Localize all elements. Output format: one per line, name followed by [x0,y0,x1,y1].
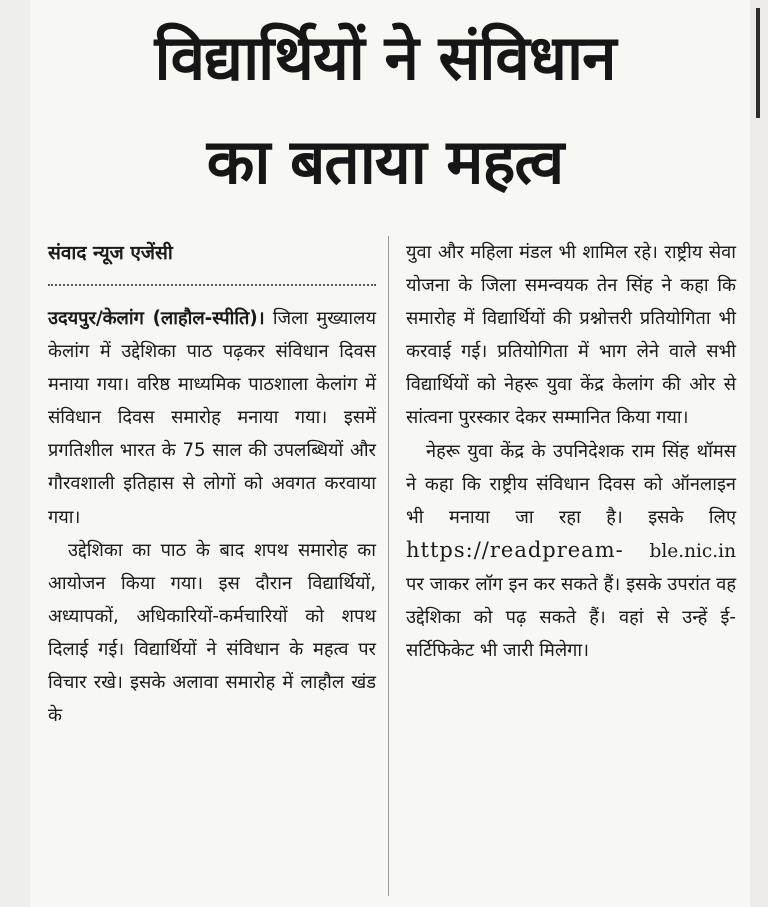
dateline: उदयपुर/केलांग (लाहौल-स्पीति)। [48,308,265,329]
paragraph [48,302,376,534]
byline-divider [48,284,376,286]
headline-line-1: विद्यार्थियों ने संविधान [154,21,616,94]
website-url: https://readpream- [406,537,624,562]
paragraph-text: जिला मुख्यालय केलांग में उद्देशिका पाठ पढ़कर संविधान दिवस मनाया गया। वरिष्ठ माध्यमिक पाठशाला केलांग में संविधान दिवस समारोह मनाया गया। इसमें प्रगतिशील भारत के 75 साल की उपलब्धियों और गौरवशाली इतिहास से लोगों को अवगत करवाया गया। [48,308,376,528]
paragraph [406,435,736,668]
article-column-right [406,236,736,667]
article-column-left [48,302,376,732]
left-page-margin [0,0,30,907]
paragraph-text: पर जाकर लॉग इन कर सकते हैं। इसके उपरांत वह उद्देशिका को पढ़ सकते हैं। वहां से उन्हें ई-सर्टिफिकेट भी जारी मिलेगा। [406,573,736,662]
headline-line-2: का बताया महत्व [206,125,564,198]
byline: संवाद न्यूज एजेंसी [48,242,173,264]
paragraph: युवा और महिला मंडल भी शामिल रहे। राष्ट्रीय सेवा योजना के जिला समन्वयक तेन सिंह ने कहा कि समारोह में विद्यार्थियों की प्रश्नोत्तरी प्रतियोगिता भी करवाई गई। प्रतियोगिता में भाग लेने वाले सभी विद्यार्थियों को नेहरू युवा केंद्र केलांग की ओर से सांत्वना पुरस्कार देकर सम्मानित किया गया। [406,242,736,429]
column-divider [388,236,389,896]
right-page-margin [750,0,768,907]
paragraph-text: नेहरू युवा केंद्र के उपनिदेशक राम सिंह थॉमस ने कहा कि राष्ट्रीय संविधान दिवस को ऑनलाइन भी मनाया जा रहा है। इसके लिए [406,440,736,528]
adjacent-column-rule [756,8,760,118]
website-url-continued: ble.nic.in [649,540,736,562]
paragraph: उद्देशिका का पाठ के बाद शपथ समारोह का आयोजन किया गया। इस दौरान विद्यार्थियों, अध्यापकों, अधिकारियों-कर्मचारियों को शपथ दिलाई गई। विद्यार्थियों ने संविधान के महत्व पर विचार रखे। इसके अलावा समारोह में लाहौल खंड के [48,539,376,727]
